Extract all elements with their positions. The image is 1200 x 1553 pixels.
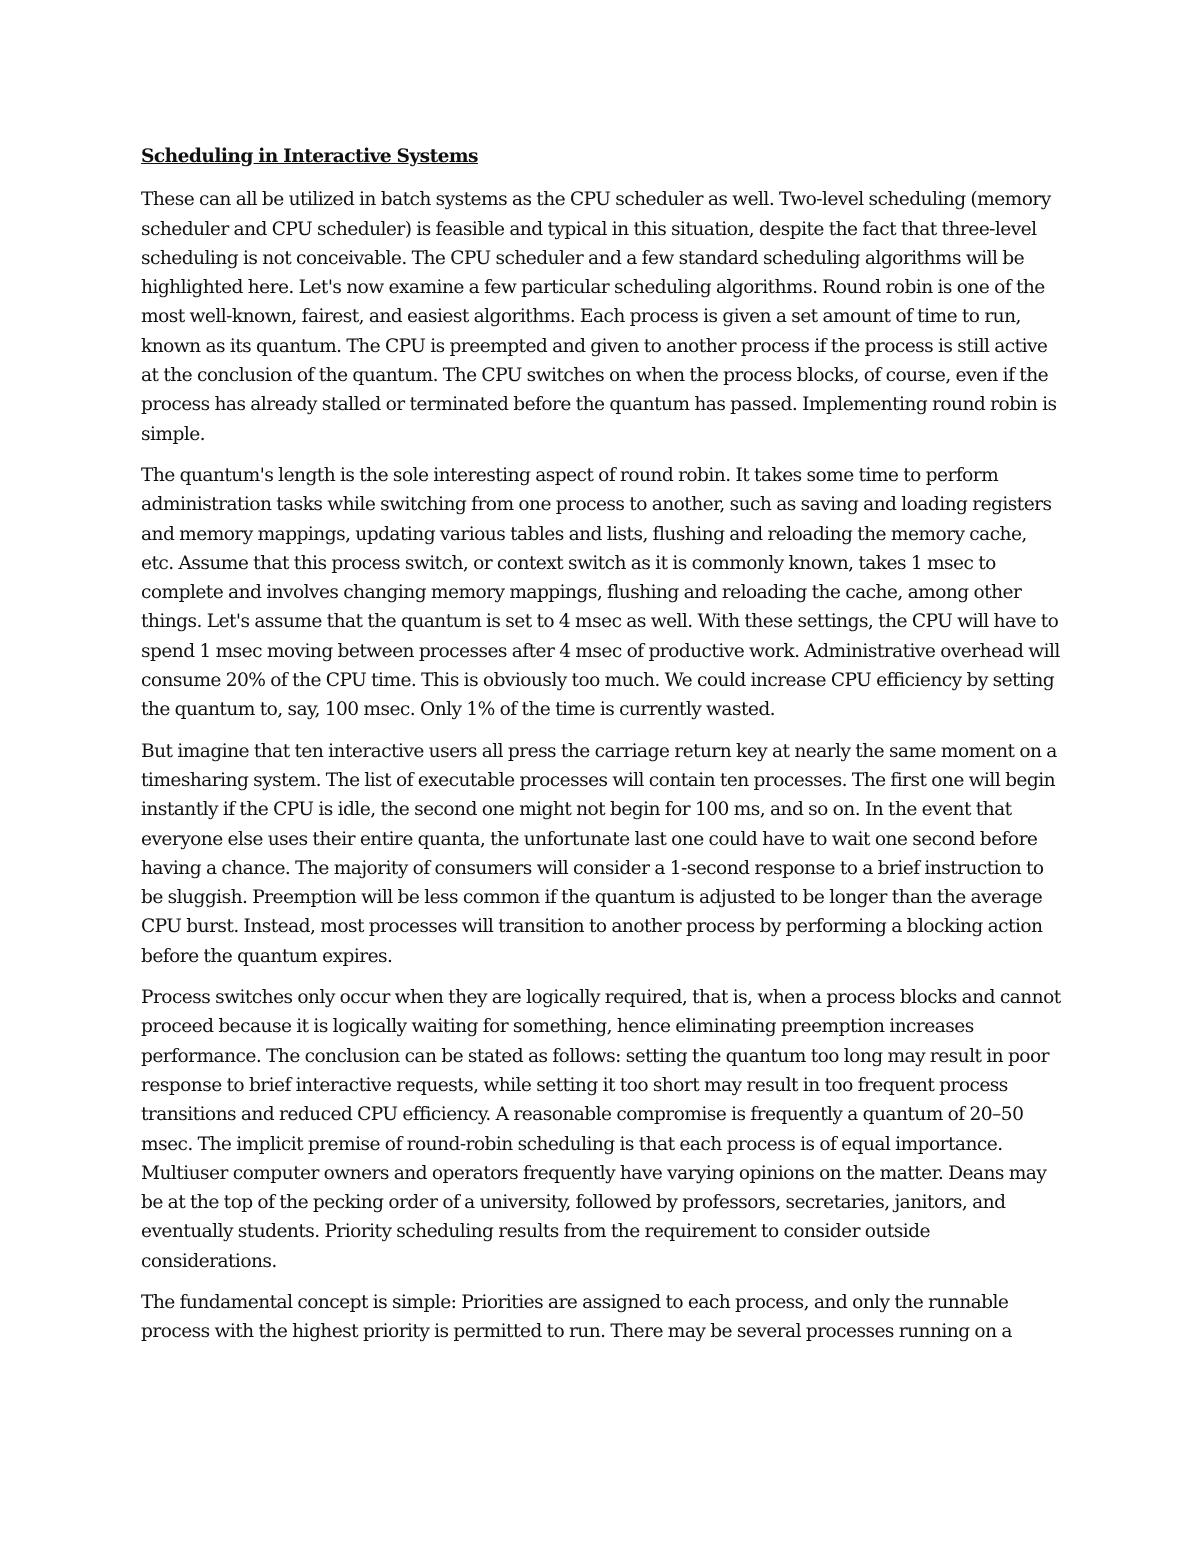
paragraph-4: Process switches only occur when they are logically required, that is, when a process blocks and cannot proceed because it is logically waiting for something, hence eliminating preemption increases performance. The conclusion can be stated as follows: setting the quantum too long may result in poor response to brief interactive requests, while setting it too short may result in too frequent process transitions and reduced CPU efficiency. A reasonable compromise is frequently a quantum of 20–50 msec. The implicit premise of round-robin scheduling is that each process is of equal importance. Multiuser computer owners and operators frequently have varying opinions on the matter. Deans may be at the top of the pecking order of a university, followed by professors, secretaries, janitors, and eventually students. Priority scheduling results from the requirement to consider outside considerations. bbox=[141, 987, 1061, 1272]
section-title: Scheduling in Interactive Systems bbox=[141, 146, 478, 167]
paragraph-2: The quantum's length is the sole interesting aspect of round robin. It takes some time to perform administration tasks while switching from one process to another, such as saving and loading registers and memory mappings, updating various tables and lists, flushing and reloading the memory cache, etc. Assume that this process switch, or context switch as it is commonly known, takes 1 msec to complete and involves changing memory mappings, flushing and reloading the cache, among other things. Let's assume that the quantum is set to 4 msec as well. With these settings, the CPU will have to spend 1 msec moving between processes after 4 msec of productive work. Administrative overhead will consume 20% of the CPU time. This is obviously too much. We could increase CPU efficiency by setting the quantum to, say, 100 msec. Only 1% of the time is currently wasted. bbox=[141, 464, 1060, 721]
paragraph-3: But imagine that ten interactive users all press the carriage return key at nearly the same moment on a timesharing system. The list of executable processes will contain ten processes. The first one will begin instantly if the CPU is idle, the second one might not begin for 100 ms, and so on. In the event that everyone else uses their entire quanta, the unfortunate last one could have to wait one second before having a chance. The majority of consumers will consider a 1-second response to a brief instruction to be sluggish. Preemption will be less common if the quantum is adjusted to be longer than the average CPU burst. Instead, most processes will transition to another process by performing a blocking action before the quantum expires. bbox=[141, 740, 1057, 967]
document-page bbox=[141, 142, 1061, 1359]
paragraph-5: The fundamental concept is simple: Priorities are assigned to each process, and only the runnable process with the highest priority is permitted to run. There may be several processes running on a bbox=[141, 1291, 1012, 1343]
paragraph-1: These can all be utilized in batch systems as the CPU scheduler as well. Two-level scheduling (memory scheduler and CPU scheduler) is feasible and typical in this situation, despite the fact that three-level scheduling is not conceivable. The CPU scheduler and a few standard scheduling algorithms will be highlighted here. Let's now examine a few particular scheduling algorithms. Round robin is one of the most well-known, fairest, and easiest algorithms. Each process is given a set amount of time to run, known as its quantum. The CPU is preempted and given to another process if the process is still active at the conclusion of the quantum. The CPU switches on when the process blocks, of course, even if the process has already stalled or terminated before the quantum has passed. Implementing round robin is simple. bbox=[141, 189, 1057, 445]
